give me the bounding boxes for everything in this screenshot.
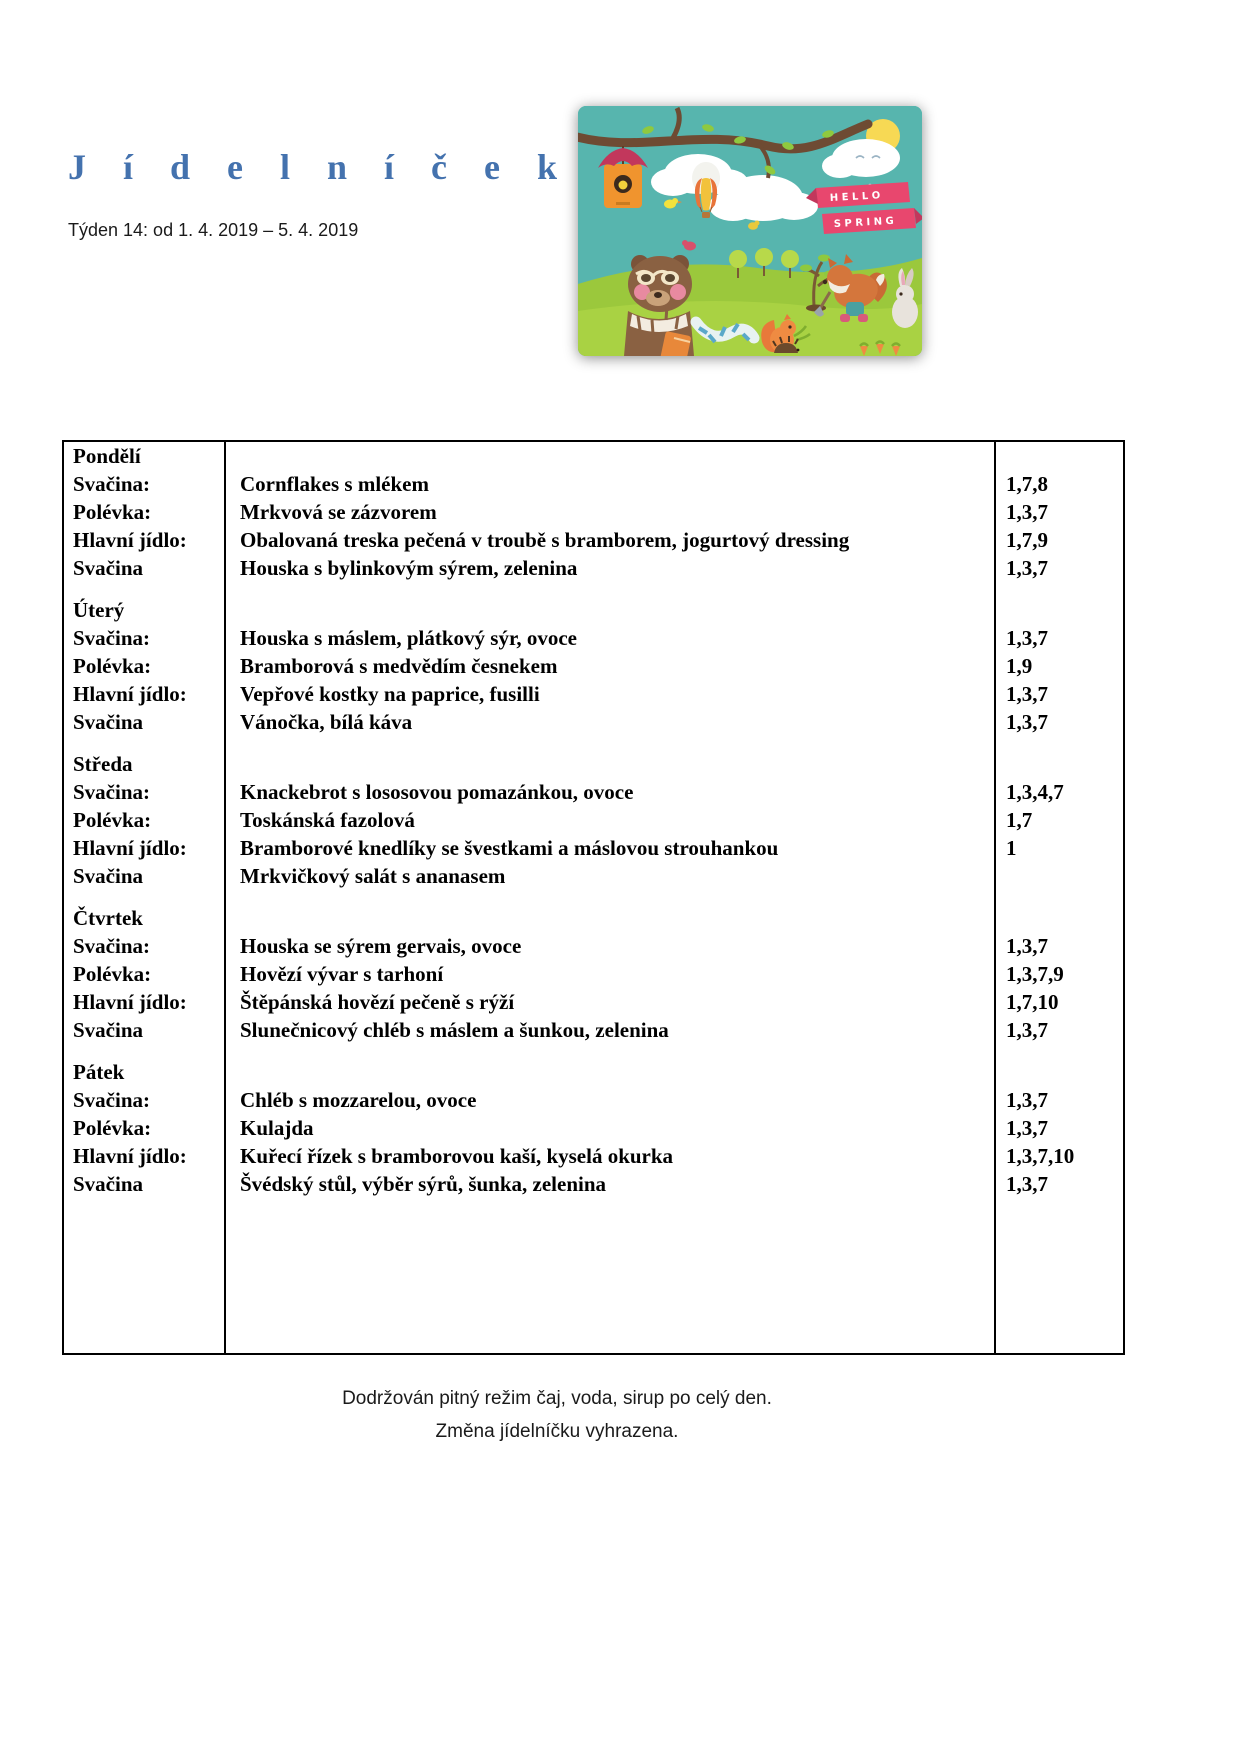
meal-type-label: Svačina: xyxy=(73,934,151,958)
day-allergen-empty xyxy=(994,442,1123,470)
meal-type-label: Polévka: xyxy=(73,1116,152,1140)
meal-type-label: Polévka: xyxy=(73,500,152,524)
meal-description: Knackebrot s lososovou pomazánkou, ovoce xyxy=(224,778,994,806)
meal-type-label: Svačina xyxy=(73,1018,144,1042)
meal-type-label: Svačina xyxy=(73,556,144,580)
day-meal-empty xyxy=(224,750,994,778)
day-allergen-empty xyxy=(994,596,1123,624)
meal-description: Mrkvičkový salát s ananasem xyxy=(224,862,994,890)
meal-description: Kuřecí řízek s bramborovou kaší, kyselá okurka xyxy=(224,1142,994,1170)
meal-type-label: Svačina: xyxy=(73,780,151,804)
spring-illustration xyxy=(578,106,922,356)
week-range-text: Týden 14: od 1. 4. 2019 – 5. 4. 2019 xyxy=(68,220,359,240)
allergen-codes: 1,7,9 xyxy=(994,526,1123,554)
day-meal-empty xyxy=(224,442,994,470)
day-name: Pátek xyxy=(73,1060,125,1084)
spacer-cell xyxy=(224,736,994,750)
allergen-codes: 1,3,7 xyxy=(994,1114,1123,1142)
allergen-codes xyxy=(994,862,1123,890)
meal-description: Toskánská fazolová xyxy=(224,806,994,834)
spacer-cell xyxy=(994,582,1123,596)
menu-table xyxy=(62,440,1125,1355)
allergen-codes: 1,3,7 xyxy=(994,624,1123,652)
allergen-codes: 1 xyxy=(994,834,1123,862)
meal-type-label: Svačina xyxy=(73,864,144,888)
spacer-cell xyxy=(994,1198,1123,1212)
spacer-cell xyxy=(64,582,224,596)
meal-type-label: Hlavní jídlo: xyxy=(73,1144,187,1168)
spacer-cell xyxy=(994,736,1123,750)
allergen-codes: 1,3,7,10 xyxy=(994,1142,1123,1170)
meal-description: Houska s máslem, plátkový sýr, ovoce xyxy=(224,624,994,652)
meal-description: Cornflakes s mlékem xyxy=(224,470,994,498)
day-allergen-empty xyxy=(994,904,1123,932)
allergen-codes: 1,3,7 xyxy=(994,680,1123,708)
spacer-cell xyxy=(64,1044,224,1058)
day-name: Čtvrtek xyxy=(73,906,143,930)
meal-type-label: Polévka: xyxy=(73,808,152,832)
allergen-codes: 1,3,7 xyxy=(994,1170,1123,1198)
allergen-codes: 1,3,7 xyxy=(994,932,1123,960)
spacer-cell xyxy=(224,1044,994,1058)
day-name: Středa xyxy=(73,752,133,776)
spacer-cell xyxy=(64,1198,224,1212)
spacer-cell xyxy=(994,890,1123,904)
filler-cell xyxy=(64,1212,224,1353)
spacer-cell xyxy=(224,1198,994,1212)
page-title: J í d e l n í č e k xyxy=(68,147,572,187)
allergen-codes: 1,9 xyxy=(994,652,1123,680)
day-meal-empty xyxy=(224,1058,994,1086)
allergen-codes: 1,3,7 xyxy=(994,1086,1123,1114)
day-allergen-empty xyxy=(994,1058,1123,1086)
day-meal-empty xyxy=(224,596,994,624)
filler-cell xyxy=(224,1212,994,1353)
spacer-cell xyxy=(64,736,224,750)
filler-cell xyxy=(994,1212,1123,1353)
meal-description: Chléb s mozzarelou, ovoce xyxy=(224,1086,994,1114)
spacer-cell xyxy=(994,1044,1123,1058)
meal-description: Hovězí vývar s tarhoní xyxy=(224,960,994,988)
allergen-codes: 1,3,7,9 xyxy=(994,960,1123,988)
allergen-codes: 1,3,7 xyxy=(994,554,1123,582)
banner-text-spring: S P R I N G xyxy=(833,215,895,230)
meal-type-label: Svačina xyxy=(73,1172,144,1196)
meal-type-label: Hlavní jídlo: xyxy=(73,990,187,1014)
allergen-codes: 1,7,8 xyxy=(994,470,1123,498)
allergen-codes: 1,3,7 xyxy=(994,708,1123,736)
allergen-codes: 1,7 xyxy=(994,806,1123,834)
meal-description: Vánočka, bílá káva xyxy=(224,708,994,736)
spacer-cell xyxy=(64,890,224,904)
meal-description: Kulajda xyxy=(224,1114,994,1142)
footer-line-2: Změna jídelníčku vyhrazena. xyxy=(435,1421,679,1442)
meal-description: Vepřové kostky na paprice, fusilli xyxy=(224,680,994,708)
meal-type-label: Hlavní jídlo: xyxy=(73,682,187,706)
allergen-codes: 1,3,7 xyxy=(994,498,1123,526)
banner-text-hello: H E L L O xyxy=(829,190,881,204)
spring-illustration-svg xyxy=(578,106,922,356)
meal-type-label: Hlavní jídlo: xyxy=(73,836,187,860)
meal-description: Slunečnicový chléb s máslem a šunkou, zelenina xyxy=(224,1016,994,1044)
meal-type-label: Svačina: xyxy=(73,1088,151,1112)
footer-line-1: Dodržován pitný režim čaj, voda, sirup po celý den. xyxy=(342,1388,772,1409)
meal-description: Bramborové knedlíky se švestkami a máslovou strouhankou xyxy=(224,834,994,862)
allergen-codes: 1,3,4,7 xyxy=(994,778,1123,806)
day-meal-empty xyxy=(224,904,994,932)
meal-description: Houska se sýrem gervais, ovoce xyxy=(224,932,994,960)
meal-type-label: Svačina xyxy=(73,710,144,734)
allergen-codes: 1,7,10 xyxy=(994,988,1123,1016)
day-name: Úterý xyxy=(73,598,125,622)
meal-description: Mrkvová se zázvorem xyxy=(224,498,994,526)
meal-description: Štěpánská hovězí pečeně s rýží xyxy=(224,988,994,1016)
day-name: Pondělí xyxy=(73,444,141,468)
spacer-cell xyxy=(224,582,994,596)
meal-description: Obalovaná treska pečená v troubě s bramborem, jogurtový dressing xyxy=(224,526,994,554)
meal-type-label: Svačina: xyxy=(73,472,151,496)
meal-type-label: Hlavní jídlo: xyxy=(73,528,187,552)
allergen-codes: 1,3,7 xyxy=(994,1016,1123,1044)
footer-note xyxy=(0,1382,1114,1448)
meal-type-label: Polévka: xyxy=(73,654,152,678)
meal-description: Bramborová s medvědím česnekem xyxy=(224,652,994,680)
meal-type-label: Svačina: xyxy=(73,626,151,650)
meal-description: Houska s bylinkovým sýrem, zelenina xyxy=(224,554,994,582)
meal-type-label: Polévka: xyxy=(73,962,152,986)
spacer-cell xyxy=(224,890,994,904)
meal-description: Švédský stůl, výběr sýrů, šunka, zelenina xyxy=(224,1170,994,1198)
day-allergen-empty xyxy=(994,750,1123,778)
